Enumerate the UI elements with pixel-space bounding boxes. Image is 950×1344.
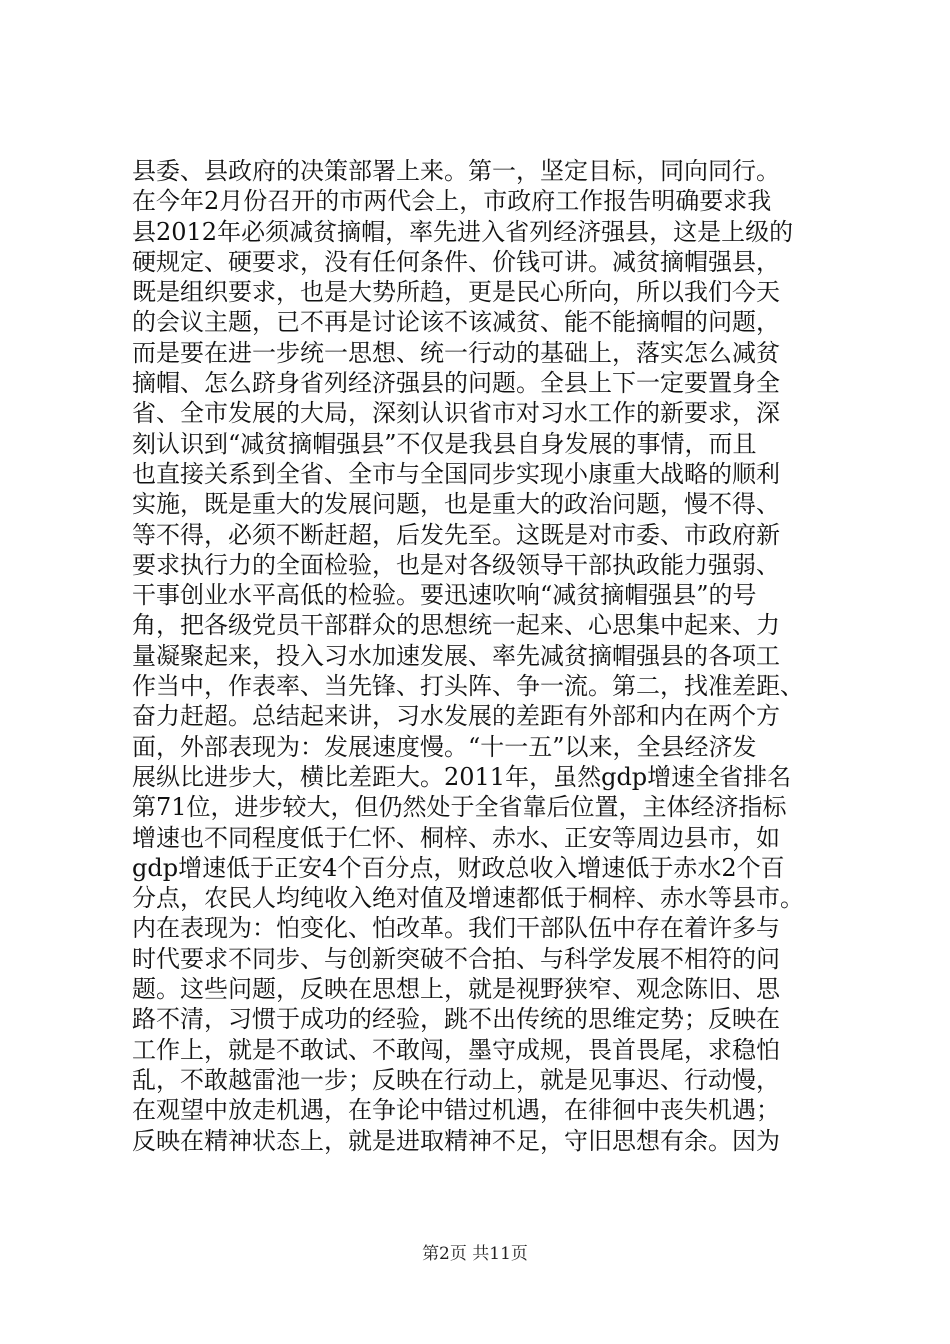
- text-line: 而是要在进一步统一思想、统一行动的基础上，落实怎么减贫: [132, 338, 780, 367]
- text-line: 等不得，必须不断赶超，后发先至。这既是对市委、市政府新: [132, 520, 780, 549]
- text-line: 在今年2月份召开的市两代会上，市政府工作报告明确要求我: [132, 187, 772, 216]
- text-line: 面，外部表现为：发展速度慢。“十一五”以来，全县经济发: [132, 732, 757, 761]
- text-line: 乱，不敢越雷池一步；反映在行动上，就是见事迟、行动慢，: [132, 1065, 780, 1094]
- text-line: 展纵比进步大，横比差距大。2011年，虽然gdp增速全省排名: [132, 762, 792, 791]
- text-line: 硬规定、硬要求，没有任何条件、价钱可讲。减贫摘帽强县，: [132, 247, 780, 276]
- text-line: 角，把各级党员干部群众的思想统一起来、心思集中起来、力: [132, 611, 780, 640]
- text-line: 第71位，进步较大，但仍然处于全省靠后位置，主体经济指标: [132, 793, 787, 822]
- text-line: 要求执行力的全面检验，也是对各级领导干部执政能力强弱、: [132, 550, 780, 579]
- text-line: 反映在精神状态上，就是进取精神不足，守旧思想有余。因为: [132, 1126, 780, 1155]
- text-line: 时代要求不同步、与创新突破不合拍、与科学发展不相符的问: [132, 944, 780, 973]
- text-line: 内在表现为：怕变化、怕改革。我们干部队伍中存在着许多与: [132, 914, 780, 943]
- text-line: 的会议主题，已不再是讨论该不该减贫、能不能摘帽的问题，: [132, 308, 780, 337]
- text-line: 刻认识到“减贫摘帽强县”不仅是我县自身发展的事情，而且: [132, 429, 757, 458]
- text-line: 县委、县政府的决策部署上来。第一，坚定目标，同向同行。: [132, 157, 780, 185]
- page-footer: 第2页 共11页: [422, 1244, 528, 1264]
- text-line: 增速也不同程度低于仁怀、桐梓、赤水、正安等周边县市，如: [132, 823, 780, 852]
- text-line: 也直接关系到全省、全市与全国同步实现小康重大战略的顺利: [132, 459, 780, 488]
- text-line: 干事创业水平高低的检验。要迅速吹响“减贫摘帽强县”的号: [132, 581, 757, 610]
- text-line: 路不清，习惯于成功的经验，跳不出传统的思维定势；反映在: [132, 1005, 780, 1034]
- text-line: 在观望中放走机遇，在争论中错过机遇，在徘徊中丧失机遇；: [132, 1096, 780, 1125]
- text-line: 题。这些问题，反映在思想上，就是视野狭窄、观念陈旧、思: [132, 975, 780, 1004]
- text-line: 奋力赶超。总结起来讲，习水发展的差距有外部和内在两个方: [132, 702, 780, 731]
- text-line: 分点，农民人均纯收入绝对值及增速都低于桐梓、赤水等县市。: [132, 884, 804, 913]
- text-line: 省、全市发展的大局，深刻认识省市对习水工作的新要求，深: [132, 399, 780, 428]
- text-line: 县2012年必须减贫摘帽，率先进入省列经济强县，这是上级的: [132, 217, 794, 246]
- text-line: 既是组织要求，也是大势所趋，更是民心所向，所以我们今天: [132, 278, 780, 307]
- text-line: 摘帽、怎么跻身省列经济强县的问题。全县上下一定要置身全: [132, 369, 780, 398]
- text-line: 实施，既是重大的发展问题，也是重大的政治问题，慢不得、: [132, 490, 780, 519]
- text-line: 工作上，就是不敢试、不敢闯，墨守成规，畏首畏尾，求稳怕: [132, 1035, 780, 1064]
- text-line: 量凝聚起来，投入习水加速发展、率先减贫摘帽强县的各项工: [132, 641, 780, 670]
- body-text: [132, 156, 832, 1156]
- text-line: 作当中，作表率、当先锋、打头阵、争一流。第二，找准差距、: [132, 672, 804, 701]
- text-line: gdp增速低于正安4个百分点，财政总收入增速低于赤水2个百: [132, 853, 785, 882]
